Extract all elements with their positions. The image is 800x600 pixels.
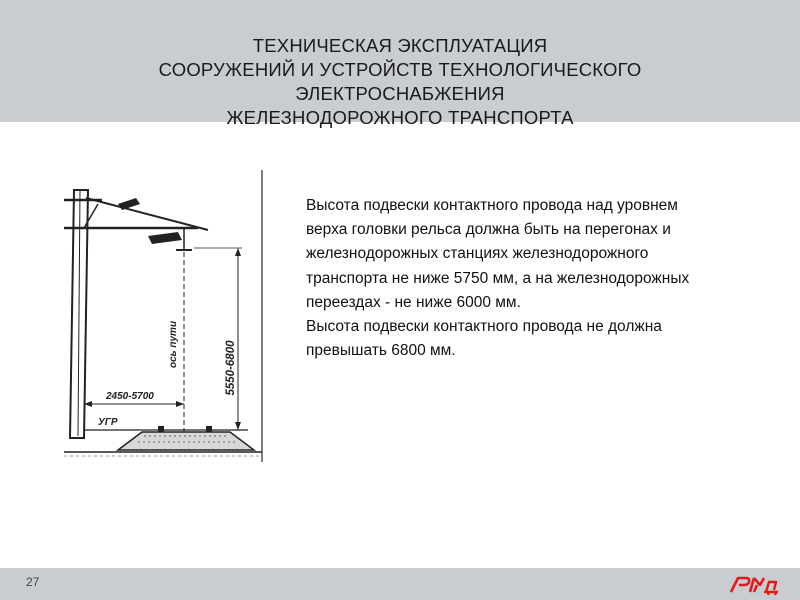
- ugr-label: УГР: [98, 417, 118, 428]
- rail-left: [158, 426, 164, 432]
- horizontal-dimension-label: 2450-5700: [106, 391, 154, 402]
- page-title: [0, 34, 800, 130]
- ballast-prism: [118, 432, 254, 450]
- catenary-support-diagram: [58, 168, 268, 468]
- footer-band: [0, 568, 800, 600]
- rzd-logo-icon: [728, 572, 780, 596]
- paragraph-min-height: Высота подвески контактного провода над уровнем верха головки рельса должна быть на перегонах и железнодорожных станциях железнодорожного транспорта не ниже 5750 мм, а на железнодорожных переездах - не ниже 6000 мм.: [306, 197, 690, 311]
- title-line-3: ЭЛЕКТРОСНАБЖЕНИЯ: [295, 83, 505, 104]
- page-number: 27: [26, 575, 40, 589]
- paragraph-max-height: Высота подвески контактного провода не должна превышать 6800 мм.: [306, 318, 662, 360]
- rail-right: [206, 426, 212, 432]
- insulator: [118, 198, 140, 210]
- description-text: [306, 194, 706, 363]
- title-line-4: ЖЕЛЕЗНОДОРОЖНОГО ТРАНСПОРТА: [226, 107, 574, 128]
- vertical-dimension-label: 5550-6800: [225, 340, 237, 396]
- track-axis-label: ось пути: [168, 320, 179, 368]
- header-band: [0, 0, 800, 128]
- cantilever-stay: [86, 198, 208, 230]
- steady-arm: [148, 232, 182, 244]
- title-line-1: ТЕХНИЧЕСКАЯ ЭКСПЛУАТАЦИЯ: [252, 35, 548, 56]
- title-line-2: СООРУЖЕНИЙ И УСТРОЙСТВ ТЕХНОЛОГИЧЕСКОГО: [158, 59, 642, 80]
